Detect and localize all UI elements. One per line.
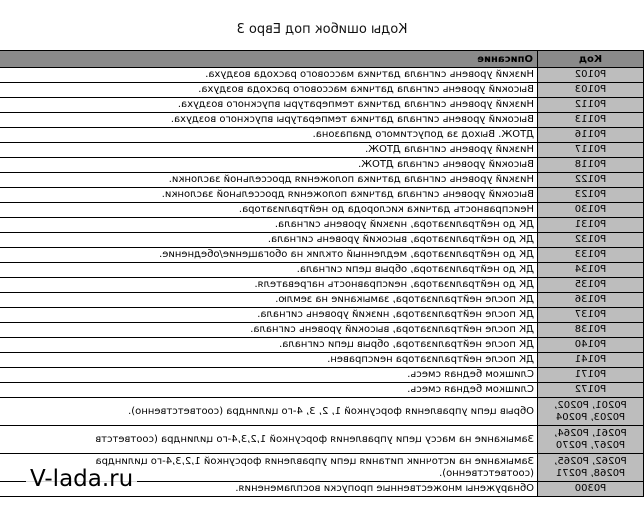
cell-code: P0103 xyxy=(538,83,644,98)
cell-description: ДК после нейтрализатора, обрыв цепи сигнала. xyxy=(0,338,538,353)
error-codes-table xyxy=(0,50,644,497)
cell-description: Высокий уровень сигнала датчика массового расхода воздуха. xyxy=(0,83,538,98)
cell-code: P0137 xyxy=(538,308,644,323)
table-row xyxy=(0,128,644,143)
cell-code: P0130 xyxy=(538,203,644,218)
table-row xyxy=(0,203,644,218)
cell-description: ДК до нейтрализатора, неисправность нагревателя. xyxy=(0,278,538,293)
cell-code: P0135 xyxy=(538,278,644,293)
cell-description: ДК после нейтрализатора, низкий уровень сигнала. xyxy=(0,308,538,323)
table-body xyxy=(0,68,644,497)
cell-description: ДК после нейтрализатора, замыкание на землю. xyxy=(0,293,538,308)
cell-code: P0112 xyxy=(538,98,644,113)
cell-code: P0133 xyxy=(538,248,644,263)
cell-code: P0201, P0202, P0203, P0204 xyxy=(538,398,644,426)
cell-code: P0117 xyxy=(538,143,644,158)
table-row xyxy=(0,173,644,188)
error-codes-table-wrap xyxy=(0,50,644,497)
table-row xyxy=(0,278,644,293)
table-row xyxy=(0,368,644,383)
table-header-row xyxy=(0,51,644,68)
table-row xyxy=(0,323,644,338)
cell-description: Неисправность датчика кислорода до нейтрализатора. xyxy=(0,203,538,218)
cell-code: P0134 xyxy=(538,263,644,278)
table-row xyxy=(0,353,644,368)
watermark-text: V-lada.ru xyxy=(26,466,137,492)
cell-code: P0171 xyxy=(538,368,644,383)
cell-description: Высокий уровень сигнала ДТОЖ. xyxy=(0,158,538,173)
cell-code: P0300 xyxy=(538,482,644,497)
table-row xyxy=(0,338,644,353)
cell-code: P0262, P0265, P0268, P0271 xyxy=(538,454,644,482)
table-row xyxy=(0,263,644,278)
cell-description: ДК до нейтрализатора, низкий уровень сигнала. xyxy=(0,218,538,233)
table-row xyxy=(0,233,644,248)
table-row xyxy=(0,83,644,98)
table-row xyxy=(0,398,644,426)
table-row xyxy=(0,143,644,158)
cell-description: ДК до нейтрализатора, обрыв цепи сигнала. xyxy=(0,263,538,278)
table-row xyxy=(0,426,644,454)
cell-code: P0131 xyxy=(538,218,644,233)
table-row xyxy=(0,218,644,233)
cell-code: P0138 xyxy=(538,323,644,338)
cell-code: P0102 xyxy=(538,68,644,83)
cell-code: P0122 xyxy=(538,173,644,188)
table-row xyxy=(0,158,644,173)
table-row xyxy=(0,113,644,128)
cell-description: Слишком бедная смесь. xyxy=(0,368,538,383)
table-row xyxy=(0,248,644,263)
cell-code: P0113 xyxy=(538,113,644,128)
cell-description: Высокий уровень сигнала датчика температуры впускного воздуха. xyxy=(0,113,538,128)
cell-description: ДК до нейтрализатора, высокий уровень сигнала. xyxy=(0,233,538,248)
document-title: Коды ошибок под Евро 3 xyxy=(236,22,408,37)
cell-description: Замыкание на источник питания цепи управления форсункой 1,2,3,4-го цилиндра (соответственно). xyxy=(0,454,538,482)
cell-description: ДК после нейтрализатора, высокий уровень сигнала. xyxy=(0,323,538,338)
cell-description: Замыкание на массу цепи управления форсункой 1,2,3,4-го цилиндра (соответств xyxy=(0,426,538,454)
table-row xyxy=(0,68,644,83)
cell-code: P0141 xyxy=(538,353,644,368)
table-row xyxy=(0,308,644,323)
header-code: Код xyxy=(538,51,644,68)
cell-code: P0136 xyxy=(538,293,644,308)
cell-code: P0116 xyxy=(538,128,644,143)
cell-description: Низкий уровень сигнала датчика температуры впускного воздуха. xyxy=(0,98,538,113)
cell-description: Обрыв цепи управления форсункой 1, 2, 3, 4-го цилиндра (соответственно). xyxy=(0,398,538,426)
cell-description: ДТОЖ. Выход за допустимого диапазона. xyxy=(0,128,538,143)
cell-code: P0118 xyxy=(538,158,644,173)
cell-code: P0140 xyxy=(538,338,644,353)
header-description: Описание xyxy=(0,51,538,68)
cell-description: Слишком бедная смесь. xyxy=(0,383,538,398)
table-row xyxy=(0,188,644,203)
cell-description: ДК после нейтрализатора неисправен. xyxy=(0,353,538,368)
cell-code: P0123 xyxy=(538,188,644,203)
table-row xyxy=(0,383,644,398)
cell-code: P0172 xyxy=(538,383,644,398)
cell-description: ДК до нейтрализатора, медленный отклик на обогащение/обеднение. xyxy=(0,248,538,263)
cell-code: P0261, P0264, P0267, P0270 xyxy=(538,426,644,454)
table-row xyxy=(0,293,644,308)
cell-description: Обнаружены множественные пропуски воспламенения. xyxy=(0,482,538,497)
cell-description: Высокий уровень сигнала датчика положения дроссельной заслонки. xyxy=(0,188,538,203)
table-row xyxy=(0,98,644,113)
cell-description: Низкий уровень сигнала датчика положения дроссельной заслонки. xyxy=(0,173,538,188)
cell-description: Низкий уровень сигнала ДТОЖ. xyxy=(0,143,538,158)
cell-description: Низкий уровень сигнала датчика массового расхода воздуха. xyxy=(0,68,538,83)
cell-code: P0132 xyxy=(538,233,644,248)
